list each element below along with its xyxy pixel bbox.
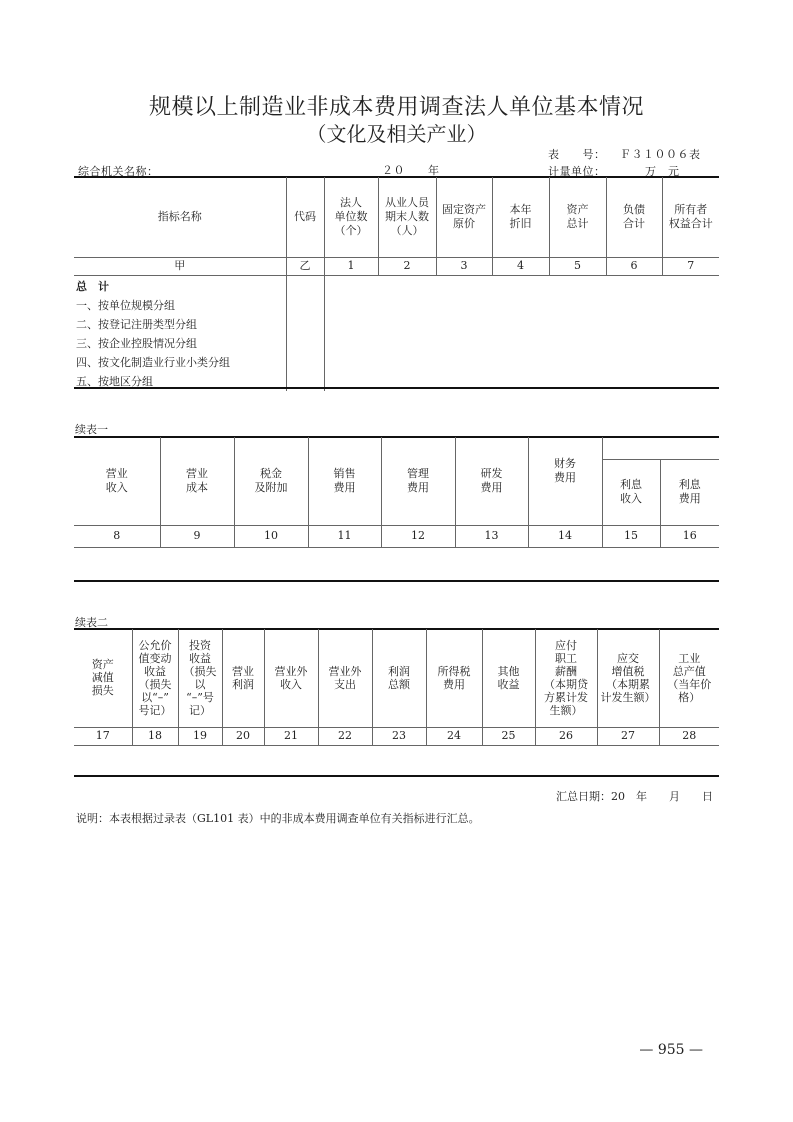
column-header: 利息 费用	[660, 459, 719, 525]
table1-index-row	[74, 257, 719, 275]
column-header: 本年 折旧	[492, 177, 549, 257]
column-header: 应付 职工 薪酬 （本期贷 方累计发 生额）	[535, 629, 597, 727]
unit-value: 万 元	[645, 165, 680, 178]
table3-bottom-rule	[74, 775, 719, 777]
column-index: 4	[492, 257, 549, 275]
column-index: 17	[74, 727, 132, 745]
form-number-label: 表 号：	[548, 148, 606, 161]
column-header: 研发 费用	[455, 437, 528, 525]
continued-table-2	[74, 629, 719, 746]
column-header: 营业 成本	[160, 437, 234, 525]
table2-bottom-rule	[74, 580, 719, 582]
table1-header-row	[74, 177, 719, 257]
summary-date: 汇总日期：20 年 月 日	[556, 790, 713, 803]
column-header: 利息 收入	[602, 459, 660, 525]
table2-caption: 续表一	[75, 423, 108, 436]
main-table	[74, 177, 719, 391]
column-header: 公允价 值变动 收益 （损失 以“–” 号记）	[132, 629, 178, 727]
column-header: 投资 收益 （损失 以 “–”号 记）	[178, 629, 222, 727]
column-header: 财务 费用	[528, 437, 602, 525]
column-header: 负债 合计	[606, 177, 662, 257]
column-index: 25	[482, 727, 535, 745]
row-label: 四、按文化制造业行业小类分组	[76, 355, 230, 369]
column-index: 1	[324, 257, 378, 275]
column-index: 8	[74, 525, 160, 547]
column-index: 2	[378, 257, 436, 275]
column-header: 法人 单位数 （个）	[324, 177, 378, 257]
column-header: 从业人员 期末人数 （人）	[378, 177, 436, 257]
column-index: 24	[426, 727, 482, 745]
column-header: 其他 收益	[482, 629, 535, 727]
column-index: 28	[659, 727, 719, 745]
page-title: 规模以上制造业非成本费用调查法人单位基本情况	[148, 95, 644, 120]
column-index: 14	[528, 525, 602, 547]
table2-index-row	[74, 525, 719, 547]
column-header: 代码	[286, 177, 324, 257]
column-header: 营业外 支出	[318, 629, 372, 727]
table1-bottom-rule	[74, 387, 719, 389]
column-header: 营业外 收入	[264, 629, 318, 727]
column-index: 19	[178, 727, 222, 745]
column-index: 9	[160, 525, 234, 547]
column-header: 固定资产 原价	[436, 177, 492, 257]
org-name-label: 综合机关名称：	[78, 165, 159, 178]
report-year: ２０ 年	[382, 164, 440, 177]
row-labels-cell	[74, 275, 286, 391]
column-header: 利润 总额	[372, 629, 426, 727]
column-index: 10	[234, 525, 308, 547]
table2-header-top	[74, 437, 719, 459]
form-number-value: Ｆ３１００６表	[620, 148, 701, 161]
data-area	[324, 275, 719, 391]
column-index: 21	[264, 727, 318, 745]
table3-header-row	[74, 629, 719, 727]
column-header: 税金 及附加	[234, 437, 308, 525]
row-label: 二、按登记注册类型分组	[76, 317, 197, 331]
column-header: 资产 总计	[549, 177, 606, 257]
column-header: 指标名称	[74, 177, 286, 257]
column-index: 乙	[286, 257, 324, 275]
column-header: 资产 减值 损失	[74, 629, 132, 727]
column-index: 16	[660, 525, 719, 547]
column-index: 12	[381, 525, 455, 547]
unit-label: 计量单位：	[548, 165, 606, 178]
explanation-note: 说明：本表根据过录表（GL101 表）中的非成本费用调查单位有关指标进行汇总。	[76, 812, 480, 825]
row-label: 五、按地区分组	[76, 374, 153, 388]
column-header: 应交 增值税 （本期累 计发生额）	[597, 629, 659, 727]
column-index: 7	[662, 257, 719, 275]
column-index: 3	[436, 257, 492, 275]
page-number: — 955 —	[639, 1042, 703, 1058]
column-index: 26	[535, 727, 597, 745]
row-label: 总 计	[76, 279, 109, 293]
financial-expense-subheader-spacer	[602, 437, 719, 459]
column-index: 22	[318, 727, 372, 745]
column-header: 管理 费用	[381, 437, 455, 525]
column-index: 20	[222, 727, 264, 745]
row-label: 一、按单位规模分组	[76, 298, 175, 312]
table3-caption: 续表二	[75, 616, 108, 629]
column-index: 甲	[74, 257, 286, 275]
column-index: 27	[597, 727, 659, 745]
column-header: 营业 收入	[74, 437, 160, 525]
column-header: 工业 总产值 （当年价 格）	[659, 629, 719, 727]
continued-table-1	[74, 437, 719, 548]
column-header: 营业 利润	[222, 629, 264, 727]
page-subtitle: （文化及相关产业）	[306, 122, 487, 146]
column-index: 11	[308, 525, 381, 547]
column-index: 15	[602, 525, 660, 547]
row-label: 三、按企业控股情况分组	[76, 336, 197, 350]
table1-body	[74, 275, 719, 391]
column-index: 23	[372, 727, 426, 745]
code-cell	[286, 275, 324, 391]
column-header: 销售 费用	[308, 437, 381, 525]
column-index: 18	[132, 727, 178, 745]
column-header: 所有者 权益合计	[662, 177, 719, 257]
column-index: 13	[455, 525, 528, 547]
table3-index-row	[74, 727, 719, 745]
column-index: 6	[606, 257, 662, 275]
column-index: 5	[549, 257, 606, 275]
column-header: 所得税 费用	[426, 629, 482, 727]
